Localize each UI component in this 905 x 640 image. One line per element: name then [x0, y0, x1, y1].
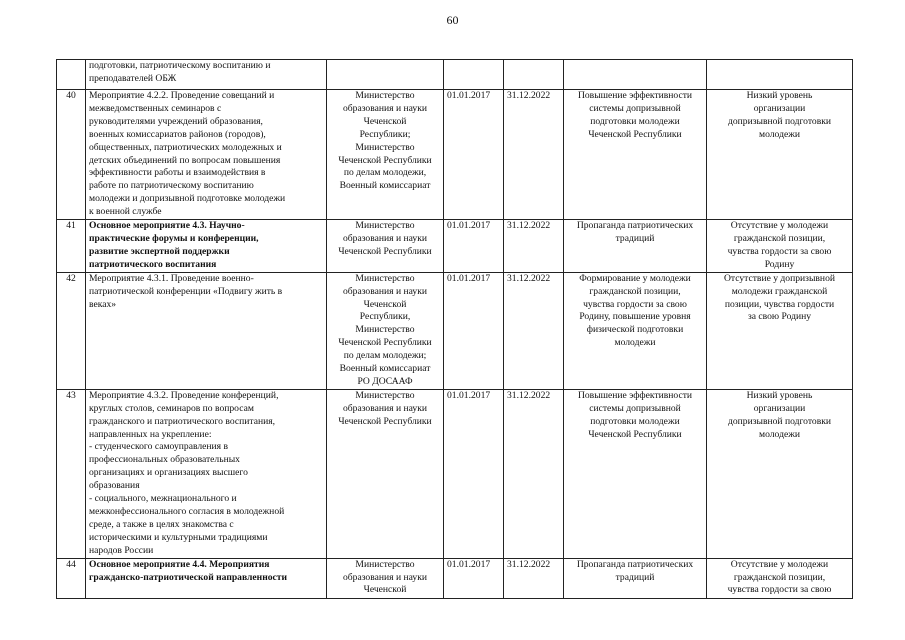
responsible-cell-line: Военный комиссариат — [339, 180, 431, 192]
consequence-cell-line: Отсутствие у допризывной — [723, 272, 836, 284]
row-number-cell: 44 — [57, 558, 86, 598]
responsible-cell-line: образования и науки — [342, 402, 428, 414]
consequence-cell — [707, 90, 853, 220]
end-date-cell: 31.12.2022 — [504, 90, 564, 220]
measure-cell-line: практические форумы и конференции, — [89, 232, 259, 244]
start-date-cell: 01.01.2017 — [444, 558, 504, 598]
consequence-cell-line: Низкий уровень — [746, 90, 813, 101]
measure-cell-line: военных комиссариатов районов (городов), — [89, 128, 266, 140]
measure-cell-line: патриотического воспитания — [89, 258, 217, 270]
table-row — [57, 60, 853, 90]
consequence-cell-line: позиции, чувства гордости — [724, 298, 835, 310]
measure-cell — [86, 272, 327, 389]
consequence-cell-line: допризывной подготовки — [727, 415, 832, 427]
result-cell-line: молодежи — [614, 337, 656, 349]
responsible-cell-line: Чеченской — [363, 115, 407, 127]
consequence-cell-line: чувства гордости за свою — [727, 584, 832, 596]
consequence-cell — [707, 558, 853, 598]
measure-cell-line: профессиональных образовательных — [89, 454, 240, 466]
row-number-cell: 42 — [57, 272, 86, 389]
measure-cell-line: гражданско-патриотической направленности — [89, 571, 288, 583]
end-date-cell — [504, 60, 564, 90]
row-number-cell — [57, 60, 86, 90]
responsible-cell-line: Министерство — [355, 389, 415, 401]
result-cell-line: системы допризывной — [589, 102, 681, 114]
measure-cell-line: к военной службе — [89, 206, 162, 218]
measure-cell-line: развитие экспертной поддержки — [89, 245, 230, 257]
responsible-cell — [327, 272, 444, 389]
consequence-cell-line: организации — [753, 402, 806, 414]
measure-cell — [86, 60, 327, 90]
responsible-cell-line: образования и науки — [342, 232, 428, 244]
page-number: 60 — [446, 13, 459, 27]
result-cell-line: гражданской позиции, — [589, 285, 681, 297]
result-cell-line: Повышение эффективности — [577, 90, 693, 101]
responsible-cell-line: Чеченской Республики — [338, 337, 432, 349]
responsible-cell-line: Чеченской — [363, 584, 407, 596]
result-cell-line: Чеченской Республики — [588, 128, 682, 140]
start-date-cell: 01.01.2017 — [444, 389, 504, 558]
result-cell-line: Родину, повышение уровня — [579, 311, 691, 323]
measure-cell-line: народов России — [89, 544, 154, 556]
result-cell — [564, 220, 707, 273]
responsible-cell — [327, 558, 444, 598]
responsible-cell-line: Министерство — [355, 141, 415, 153]
measure-cell-line: молодежи и допризывной подготовке молодежи — [89, 193, 286, 205]
measure-cell — [86, 220, 327, 273]
measure-cell-line: работе по патриотическому воспитанию — [89, 180, 254, 192]
consequence-cell-line: организации — [753, 102, 806, 114]
consequence-cell-line: гражданской позиции, — [733, 232, 826, 244]
start-date-cell: 01.01.2017 — [444, 272, 504, 389]
result-cell-line: Пропаганда патриотических — [576, 220, 694, 232]
result-cell — [564, 90, 707, 220]
consequence-cell-line: Низкий уровень — [746, 389, 813, 401]
responsible-cell — [327, 60, 444, 90]
measure-cell-line: руководителями учреждений образования, — [89, 115, 263, 127]
result-cell — [564, 389, 707, 558]
measure-cell-line: Мероприятие 4.2.2. Проведение совещаний и — [89, 90, 275, 101]
result-cell-line: чувства гордости за свою — [583, 298, 687, 310]
consequence-cell-line: Родину — [764, 258, 795, 270]
measure-cell-line: Основное мероприятие 4.4. Мероприятия — [89, 558, 270, 570]
table-row — [57, 558, 853, 598]
responsible-cell-line: Чеченской Республики — [338, 245, 432, 257]
measure-cell-line: общественных, патриотических молодежных и — [89, 141, 282, 153]
table-row — [57, 90, 853, 220]
measure-cell-line: межконфессионального согласия в молодежной — [89, 506, 285, 517]
measure-cell — [86, 558, 327, 598]
responsible-cell-line: по делам молодежи, — [343, 167, 427, 179]
responsible-cell-line: образования и науки — [342, 285, 428, 297]
result-cell-line: Чеченской Республики — [588, 428, 682, 440]
result-cell-line: Формирование у молодежи — [579, 272, 691, 284]
measure-cell-line: преподавателей ОБЖ — [89, 72, 177, 84]
consequence-cell — [707, 60, 853, 90]
responsible-cell-line: Чеченской Республики — [338, 415, 432, 427]
measure-cell-line: подготовки, патриотическому воспитанию и — [89, 60, 271, 71]
responsible-cell-line: Министерство — [355, 220, 415, 232]
measure-cell — [86, 389, 327, 558]
result-cell-line: подготовки молодежи — [590, 415, 680, 427]
table-row — [57, 220, 853, 273]
measure-cell-line: - студенческого самоуправления в — [89, 441, 229, 453]
start-date-cell — [444, 60, 504, 90]
measure-cell-line: гражданского и патриотического воспитания, — [89, 415, 276, 427]
result-cell-line: традиций — [615, 232, 655, 244]
measure-cell-line: круглых столов, семинаров по вопросам — [89, 402, 254, 414]
responsible-cell-line: Республики, — [359, 311, 411, 323]
responsible-cell-line: Чеченской Республики — [338, 154, 432, 166]
end-date-cell: 31.12.2022 — [504, 272, 564, 389]
measure-cell-line: образования — [89, 480, 140, 492]
measure-cell-line: Мероприятие 4.3.1. Проведение военно- — [89, 272, 254, 284]
row-number-cell: 43 — [57, 389, 86, 558]
responsible-cell-line: Министерство — [355, 558, 415, 570]
responsible-cell-line: Военный комиссариат — [339, 363, 431, 375]
result-cell-line: системы допризывной — [589, 402, 681, 414]
responsible-cell — [327, 220, 444, 273]
responsible-cell — [327, 389, 444, 558]
result-cell-line: Пропаганда патриотических — [576, 558, 694, 570]
responsible-cell-line: Республики; — [359, 128, 411, 140]
measure-cell-line: направленных на укрепление: — [89, 428, 212, 440]
consequence-cell-line: чувства гордости за свою — [727, 245, 832, 257]
row-number-cell: 40 — [57, 90, 86, 220]
table-row — [57, 272, 853, 389]
result-cell-line: подготовки молодежи — [590, 115, 680, 127]
measure-cell-line: детских объединений по вопросам повышения — [89, 154, 281, 166]
result-cell-line: Повышение эффективности — [577, 389, 693, 401]
consequence-cell-line: допризывной подготовки — [727, 115, 832, 127]
measure-cell-line: межведомственных семинаров с — [89, 102, 222, 114]
responsible-cell-line: РО ДОСААФ — [357, 375, 413, 387]
consequence-cell-line: молодежи — [759, 428, 800, 440]
result-cell — [564, 558, 707, 598]
end-date-cell: 31.12.2022 — [504, 558, 564, 598]
responsible-cell-line: Министерство — [355, 90, 415, 101]
end-date-cell: 31.12.2022 — [504, 389, 564, 558]
consequence-cell — [707, 272, 853, 389]
responsible-cell-line: по делам молодежи; — [343, 350, 427, 362]
measure-cell-line: историческими и культурными традициями — [89, 531, 268, 543]
result-cell — [564, 272, 707, 389]
start-date-cell: 01.01.2017 — [444, 220, 504, 273]
consequence-cell-line: молодежи гражданской — [731, 285, 828, 297]
measures-table — [56, 59, 853, 599]
measure-cell-line: - социального, межнационального и — [89, 493, 237, 505]
consequence-cell-line: молодежи — [759, 128, 800, 140]
consequence-cell — [707, 220, 853, 273]
consequence-cell-line: гражданской позиции, — [733, 571, 826, 583]
responsible-cell-line: образования и науки — [342, 571, 428, 583]
result-cell-line: традиций — [615, 571, 655, 583]
result-cell-line: физической подготовки — [586, 324, 684, 336]
responsible-cell-line: Министерство — [355, 272, 415, 284]
consequence-cell-line: за свою Родину — [747, 311, 812, 323]
measure-cell-line: веках» — [89, 298, 117, 310]
measure-cell-line: Основное мероприятие 4.3. Научно- — [89, 220, 245, 232]
responsible-cell-line: Чеченской — [363, 298, 407, 310]
measure-cell — [86, 90, 327, 220]
consequence-cell-line: Отсутствие у молодежи — [730, 220, 829, 232]
measure-cell-line: среде, а также в целях знакомства с — [89, 518, 234, 530]
consequence-cell-line: Отсутствие у молодежи — [730, 558, 829, 570]
measure-cell-line: патриотической конференции «Подвигу жить в — [89, 285, 283, 297]
start-date-cell: 01.01.2017 — [444, 90, 504, 220]
responsible-cell-line: образования и науки — [342, 102, 428, 114]
measure-cell-line: Мероприятие 4.3.2. Проведение конференций, — [89, 389, 279, 401]
responsible-cell-line: Министерство — [355, 324, 415, 336]
end-date-cell: 31.12.2022 — [504, 220, 564, 273]
measure-cell-line: организациях и организациях высшего — [89, 467, 248, 479]
result-cell — [564, 60, 707, 90]
responsible-cell — [327, 90, 444, 220]
consequence-cell — [707, 389, 853, 558]
row-number-cell: 41 — [57, 220, 86, 273]
measure-cell-line: эффективности работы и взаимодействия в — [89, 167, 266, 179]
table-row — [57, 389, 853, 558]
